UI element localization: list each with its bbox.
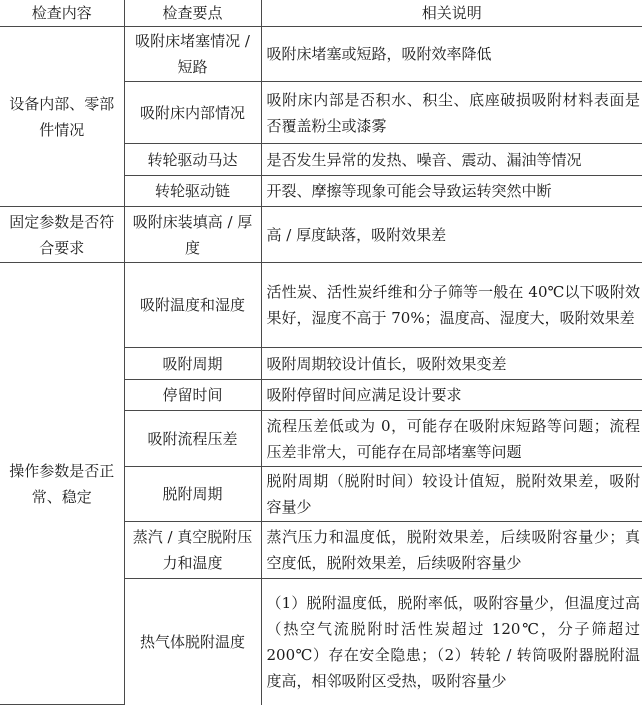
description-cell: 蒸汽压力和温度低，脱附效果差，后续吸附容量少；真空度低，脱附效果差，后续吸附容量少 — [261, 522, 642, 579]
point-cell: 吸附床内部情况 — [124, 82, 261, 144]
category-cell: 固定参数是否符合要求 — [0, 207, 124, 263]
description-cell: 流程压差低或为 0，可能存在吸附床短路等问题；流程压差非常大，可能存在局部堵塞等问题 — [261, 411, 642, 467]
header-inspection-point: 检查要点 — [124, 0, 261, 27]
table-row — [0, 263, 642, 348]
header-inspection-content: 检查内容 — [0, 0, 124, 27]
point-cell: 停留时间 — [124, 380, 261, 411]
header-related-description: 相关说明 — [261, 0, 642, 27]
description-cell: （1）脱附温度低，脱附率低，吸附容量少，但温度过高（热空气流脱附时活性炭超过 120℃，分子筛超过 200℃）存在安全隐患；（2）转轮 / 转筒吸附器脱附温度高，相邻吸附区受热，吸附容量少 — [261, 579, 642, 705]
description-cell: 吸附床堵塞或短路，吸附效率降低 — [261, 27, 642, 82]
description-cell: 脱附周期（脱附时间）较设计值短，脱附效果差，吸附容量少 — [261, 467, 642, 522]
point-cell: 吸附温度和湿度 — [124, 263, 261, 348]
point-cell: 蒸汽 / 真空脱附压力和温度 — [124, 522, 261, 579]
point-cell: 热气体脱附温度 — [124, 579, 261, 705]
point-cell: 吸附流程压差 — [124, 411, 261, 467]
description-cell: 开裂、摩擦等现象可能会导致运转突然中断 — [261, 176, 642, 207]
point-cell: 转轮驱动链 — [124, 176, 261, 207]
table-header-row — [0, 0, 642, 27]
description-cell: 吸附周期较设计值长，吸附效果变差 — [261, 348, 642, 380]
point-cell: 脱附周期 — [124, 467, 261, 522]
point-cell: 吸附周期 — [124, 348, 261, 380]
description-cell: 吸附停留时间应满足设计要求 — [261, 380, 642, 411]
category-cell: 设备内部、零部件情况 — [0, 27, 124, 207]
point-cell: 转轮驱动马达 — [124, 144, 261, 176]
point-cell: 吸附床装填高 / 厚度 — [124, 207, 261, 263]
table-row — [0, 207, 642, 263]
category-cell: 操作参数是否正常、稳定 — [0, 263, 124, 705]
table-row — [0, 27, 642, 82]
point-cell: 吸附床堵塞情况 / 短路 — [124, 27, 261, 82]
description-cell: 高 / 厚度缺落，吸附效果差 — [261, 207, 642, 263]
description-cell: 活性炭、活性炭纤维和分子筛等一般在 40℃以下吸附效果好，湿度不高于 70%；温度高、湿度大，吸附效果差 — [261, 263, 642, 348]
description-cell: 吸附床内部是否积水、积尘、底座破损吸附材料表面是否覆盖粉尘或漆雾 — [261, 82, 642, 144]
description-cell: 是否发生异常的发热、噪音、震动、漏油等情况 — [261, 144, 642, 176]
